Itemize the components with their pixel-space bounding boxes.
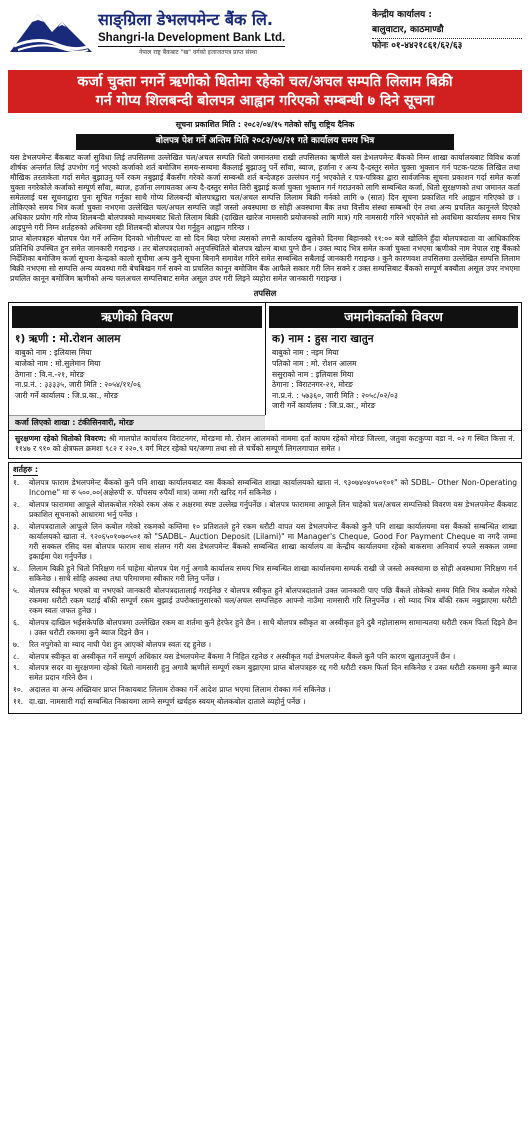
term-number: १०. xyxy=(13,685,24,695)
bank-name-english: Shangri-la Development Bank Ltd. xyxy=(98,31,285,47)
term-item xyxy=(13,586,517,617)
guarantor-father-in-law: ससुराको नाम : इलियास मिया xyxy=(272,369,354,379)
term-item xyxy=(13,640,517,650)
loan-branch: कर्जा लिएको शाखा : टंकीसिनवारी, मोरङ xyxy=(9,415,265,430)
term-number: २. xyxy=(13,499,20,509)
guarantor-address: ठेगाना : विराटनगर-२१, मोरङ xyxy=(272,380,353,390)
bid-deadline: बोलपत्र पेश गर्ने अन्तिम मिति २०८२/०४/२१ गते कार्यालय समय भित्र xyxy=(76,134,454,149)
term-text: दा.खा. नामसारी गर्दा सम्बन्धित निकायमा लाग्ने सम्पूर्ण खर्चहरु स्वयम् बोलकबोल दाताले व्यहोर्नु पर्नेछ । xyxy=(29,696,306,706)
term-text: लिलाम बिक्री हुने धितो निरिक्षण गर्न चाहेमा बोलपत्र पेश गर्नु अगावै कार्यालय समय भित्र सम्बन्धित शाखा कार्यालयमा सम्पर्क राखी जे जस्तो अवस्थामा छ सोही अवस्थामा निरिक्षण गर्न सकिनेछ । साथै सोहि अवस्था तथा परिमाणमा स्वीकार गरी लिनु पर्नेछ । xyxy=(29,564,517,584)
bank-name-block xyxy=(98,6,328,57)
term-text: अदालत वा अन्य अख्तियार प्राप्त निकायबाट लिलाम रोक्का गर्ने आदेश प्राप्त भएमा लिलाम रोक्का गर्न सकिनेछ । xyxy=(29,685,331,695)
office-phone: फोनः ०१-४४२१८६१/६२/६३ xyxy=(372,40,463,51)
notice-body xyxy=(8,153,522,284)
term-item xyxy=(13,500,517,520)
term-number: ९. xyxy=(13,663,20,673)
term-item xyxy=(13,618,517,638)
borrower-address: ठेगाना : वि.न.-२१, मोरङ xyxy=(15,369,85,379)
term-text: बोलपत्र फाराममा आफूले बोलकबोल गरेको रकम अंक र अक्षरमा स्पष्ट उल्लेख गर्नुपर्नेछ । बोलपत्र फाराममा आफूले लिन चाहेको चल/अचल सम्पत्तिको विवरण यस डेभलपमेन्ट बैंकबाट प्रकाशित सूचनाको आधारमा भर्नु पर्नेछ । xyxy=(29,499,517,520)
notice-title-line-2: गर्न गोप्य शिलबन्दी बोलपत्र आह्वान गरिएको सम्बन्धी ७ दिने सूचना xyxy=(95,92,435,109)
term-number: ३. xyxy=(13,521,20,531)
collateral-text: श्री मालपोत कार्यालय विराटनगर, मोरङमा मो. रोशन आलमको नाममा दर्ता कायम रहेको मोरङ जिल्ला, जतुवा कटकुप्पा वडा नं. ०२ ग स्थित कित्ता नं. ११४७ र ९१० को क्षेत्रफल क्रमशः ९८२ र २२०.९ वर्ग मिटर रहेको घर/जग्गा तथा सो ले चर्चेको सम्पूर्ण लिगलगापात समेत । xyxy=(15,434,515,454)
term-text: बोलपत्र सदर वा सुरक्षणमा रहेको धितो नामसारी हुनु अगावै ऋणीले सम्पूर्ण रकम बुझाएमा प्राप्त बोलपत्रहरु रद्द गरी धरौटी रकम फिर्ता दिन सकिनेछ र उक्त धरौटी रकममा कुनै ब्याज समेत प्रदान गरिने छैन । xyxy=(29,663,517,683)
guarantor-father: बाबुको नाम : नइम मिया xyxy=(272,348,339,358)
guarantor-heading: जमानीकर्ताको विवरण xyxy=(269,306,518,328)
borrower-issuing-office: जारी गर्ने कार्यालय : जि.प्र.का., मोरङ xyxy=(15,390,119,400)
term-text: बोलपत्र दाखिल भईसकेपछि बोलपत्रमा उल्लेखित रकम वा शर्तमा कुनै हेरफेर हुने छैन । साथै बोलपत्र स्वीकृत वा अस्वीकृत हुने दुबै नहोलासम्म सामान्यतया धरौटी रकम फिर्ता दिइने छैन । उक्त धरौटी रकममा कुनै ब्याज दिइने छैन । xyxy=(29,618,517,638)
borrower-grandfather: बाजेको नाम : मो.सुलेमान मिया xyxy=(15,358,101,368)
term-text: बोलपत्र स्वीकृत भएको वा नभएको जानकारी बोलपत्रदातालाई गराईनेछ र बोलपत्र स्वीकृत हुने बोलपत्रदाताले उक्त जानकारी पाए पछि बैंकले तोकेको समय मिति भित्र कबोल गरेको रकममा धरौटी रकम घटाई बाँकी सम्पूर्ण रकम बुझाई उपरोक्तानुसारको चल/अचल सम्पत्तिहरु आफ्नो नाउँमा नामसारी गरि लिनुपर्नेछ । सो म्याद भित्र बाँकी रकम नबुझाएमा धरौटी रकम स्वतः जफत हुनेछ । xyxy=(29,585,517,616)
borrower-name: १) ऋणी : मो.रोशन आलम xyxy=(15,332,121,345)
schedule-heading: तपसिल xyxy=(253,288,277,299)
term-number: ७. xyxy=(13,639,20,649)
collateral-details xyxy=(9,430,521,458)
term-number: ८. xyxy=(13,651,20,661)
borrower-citizenship: ना.प्र.नं. : ३३३३५, जारी मिति : २०५४/११/०६ xyxy=(15,380,141,390)
borrower-heading: ऋणीको विवरण xyxy=(12,306,262,328)
notice-title xyxy=(8,70,522,113)
bank-name-nepali: साङ्ग्रिला डेभलपमेन्ट बैंक लि. xyxy=(98,10,273,29)
term-number: ११. xyxy=(13,696,24,706)
terms-title: शर्तहरु : xyxy=(13,465,38,476)
letterhead xyxy=(8,6,522,72)
term-text: बोलपत्र स्वीकृत वा अस्वीकृत गर्ने सम्पूर्ण अधिकार यस डेभलपमेन्ट बैंकमा नै निहित रहनेछ र अस्वीकृत गर्दा डेभलपमेन्ट बैंकले कुनै पनि कारण खुलाउनुपर्ने छैन । xyxy=(29,651,456,661)
borrower-father: बाबुको नाम : इलियास मिया xyxy=(15,348,92,358)
guarantor-name: क) नाम : हुस नारा खातुन xyxy=(272,332,374,345)
term-number: ४. xyxy=(13,564,20,574)
terms-section xyxy=(8,462,522,714)
details-table xyxy=(8,302,522,459)
term-number: १. xyxy=(13,478,20,488)
term-item xyxy=(13,564,517,584)
office-details xyxy=(372,6,522,54)
guarantor-citizenship: ना.प्र.नं. : ५७३६०, जारी मिति : २०५८/०२/०३ xyxy=(272,390,398,400)
term-number: ५. xyxy=(13,585,20,595)
guarantor-column xyxy=(265,303,521,415)
term-text: बोलपत्रदाताले आफूले लिन कबोल गरेको रकमको कम्तिमा १० प्रतिशतले हुने रकम धरौटी वापत यस डेभलपमेन्ट बैंकको कुनै पनि शाखा कार्यालयमा यस बैंकको सम्बन्धित शाखा कार्यालयको खाता नं. ९२०६५०१०७०५०१ को "SADBL– Auction Deposit (Lilami)" मा Manager's Cheque, Good For Payment Cheque वा नगदै जम्मा गरी सक्कल रसिद यस बोलपत्र फाराम साथ संलग्न गरी यस डेभलपमेन्ट बैंकको सम्बन्धित शाखा कार्यालय वा केन्द्रीय कार्यालयमा रहेको बाकसमा अनिवार्य रुपले सक्कल जम्मा इकाईमा पेश गर्नुपर्नेछ । xyxy=(29,521,517,562)
term-item xyxy=(13,522,517,563)
term-text: बोलपत्र फाराम डेभलपमेन्ट बैंकको कुनै पनि शाखा कार्यालयबाट यस बैंकको सम्बन्धित शाखा कार्यालयको खाता नं. ९३०७४०४०५०१०१" को SDBL– Other Non-Operating Income" मा रु ५००.००(अक्षेरुपी रु. पाँचसय रुपैयाँ मात्र) जम्मा गरी खरिद गर्न सकिनेछ । xyxy=(29,478,517,498)
term-item xyxy=(13,478,517,498)
term-item xyxy=(13,652,517,662)
notice-title-line-1: कर्जा चुक्ता नगर्ने ऋणीको धितोमा रहेको चल/अचल सम्पति लिलाम बिक्री xyxy=(77,74,453,90)
office-address: बालुवाटार, काठमाण्डौ xyxy=(372,23,522,39)
term-item xyxy=(13,663,517,683)
term-item xyxy=(13,685,517,695)
bank-tagline: नेपाल राष्ट्र बैंकबाट "ख" वर्गको इजाजतपत्र प्राप्त संस्था xyxy=(138,49,257,57)
guarantor-issuing-office: जारी गर्ने कार्यालय : जि.प्र.का., मोरङ xyxy=(272,401,376,411)
publication-date: सूचना प्रकाशित मिति : २०८२/०४/१५ गतेको साँघु राष्ट्रिय दैनिक xyxy=(175,120,355,130)
guarantor-husband: पतिको नाम : मो. रोशन आलम xyxy=(272,358,357,368)
body-paragraph-2: प्राप्त बोलपत्रहरु बोलपत्र पेश गर्ने अन्तिम दिनको भोलीपल्ट वा सो दिन बिदा परेमा त्यसको लगत्तै कार्यालय खुलेको दिनमा बिहानको ११:०० बजे खोलिने हुँदा बोलपत्रदाता वा आधिकारिक प्रतिनिधि उपस्थित हुन समेत जानकारी गराइन्छ । तर बोलपत्रदाताको अनुपस्थितिले बोलपत्र खोल्न बाधा पुग्ने छैन । उक्त म्याद भित्र समेत कर्जा चुक्ता नभएमा ऋणीको नाम नेपाल राष्ट्र बैंकको निर्देशिका बमोजिम कर्जा सूचना केन्द्रको कालो सूचीमा अन्य कुनै सूचना बिनानै समावेश गरिने समेत सम्बन्धित सबैलाई जानकारी गराइन्छ । कुनै कारणवश तपसिलमा उल्लेखित सम्पत्ति लिलाम बिक्री नभएमा सो सम्पत्ति अन्य व्यवस्था गरी बेचबिखन गर्न सक्ने वा प्रचलित कानून बमोजिम बैंक आफैले सकार गरी लिन सक्ने र उक्त सम्पत्तिबाट बैंकको सम्पूर्ण बक्यौता असूल उपर नभएमा प्रचलित कानून बमोजिम ऋणीको अन्य चलअचल सम्पत्तिबाट समेत असूल उपर गरी लिइने व्यहोरा समेत जानकारी गराइन्छ । xyxy=(10,233,520,283)
office-label: केन्द्रीय कार्यालय : xyxy=(372,10,433,20)
bank-logo-icon xyxy=(8,6,94,56)
term-number: ६. xyxy=(13,618,20,627)
term-item xyxy=(13,697,517,707)
term-text: रित नपुगेको वा म्याद नाघी पेश हुन आएको बोलपत्र स्वतः रद्द हुनेछ । xyxy=(29,639,212,649)
body-paragraph-1: यस डेभलपमेन्ट बैंकबाट कर्जा सुविधा लिई तपसिलमा उल्लेखित चल/अचल सम्पति धितो जमानतमा राखी तपसिलका ऋणीले यस डेभलपमेन्ट बैंकको निम्न शाखा कार्यालयबाट विविध कर्जा शीर्षक अन्तर्गत लिई उपभोग गर्नु भएको कर्जाको शर्त बमोजिम समय-सम्यमा बैंकलाई बुझाउनु पर्ने साँवा, ब्याज, हर्जाना र अन्य दै-दस्तुर समेत चुक्ता भुक्तान गर्न पटक-पटक लिखित तथा मौखिक तरताकेता गर्दा समेत बुझाउनु पर्ने रकम नबुझाई बैंकसँग गरेको कर्जा सम्बन्धी शर्त बन्देजहरु उल्लंघन गर्नु भएकोले र पत्र-पत्रिका द्वारा सार्वजनिक सूचना प्रकाशन गर्दा समेत कर्जा चुक्ता नगरेकोले कर्जाको सम्पूर्ण साँवा, ब्याज, हर्जाना लगायतका अन्य दै-दस्तुर समेत तिरी बुझाई कर्जा चुक्ता भुक्तान गर्न गराउनको लागि सम्बन्धित कर्जा, धितो सुरक्षणको तथा जमानत कर्ता समेतलाई यस सूचनाद्वारा पुनः सूचित गर्नुका साथै गोप्य शिलबन्दी बोलपत्रद्वारा चल/अचल सम्पत्ति लिलाम बिक्री गर्नको लागि ७ (सात) दिन सूचना प्रकाशित गरि आह्वान गरिएको छ । तोकिएको समय भित्र कर्जा चुक्ता नभएमा उल्लेखित चल/अचल सम्पत्ति जहाँ जस्तो अवस्थामा छ सोही अवस्थामा बैंक तथा वित्तीय संस्था सम्बन्धी ऐन तथा अन्य प्रचलित कानूनले दिएको अधिकार प्रयोग गरि गोप्य शिलबन्दी बोलपत्रको माध्यमबाट धितो लिलाम बिक्री (दाखिल खारेज नामसारी प्रयोजनको लागि मात्र) गरि नामसारी गरिने भएकोले सो अवधिमा कार्यालय समय भित्र आइपुग्ने गरी निम्न शर्तहरुको अधिनमा रही शिलबन्दी बोलपत्र पेश गर्नुहुन आह्वान गरिन्छ । xyxy=(10,152,520,233)
collateral-label: सुरक्षणमा रहेको धितोको विवरण: xyxy=(15,434,107,444)
borrower-column xyxy=(9,303,265,415)
